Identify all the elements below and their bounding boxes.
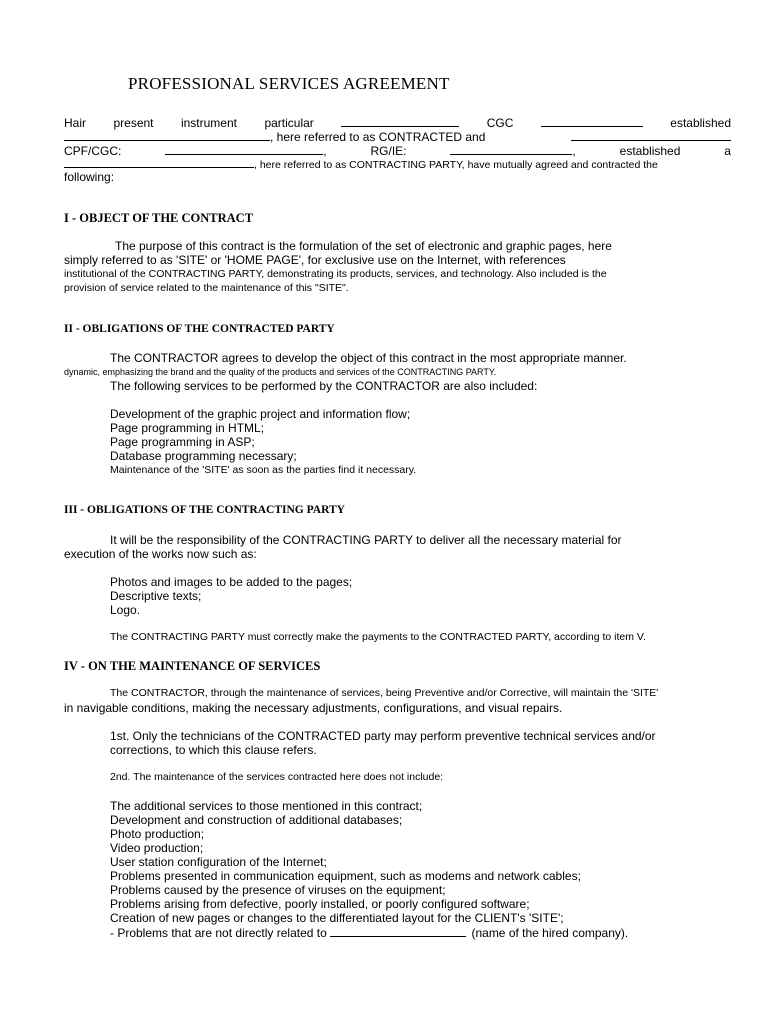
list-item: User station configuration of the Internet; bbox=[110, 855, 327, 869]
section-4-heading: IV - ON THE MAINTENANCE OF SERVICES bbox=[64, 659, 321, 673]
list-item: Descriptive texts; bbox=[110, 589, 202, 603]
blank-field[interactable] bbox=[571, 128, 731, 141]
section-4-paragraph: The CONTRACTOR, through the maintenance of services, being Preventive and/or Corrective, will maintain the 'SITE' bbox=[110, 687, 659, 699]
list-item: Problems caused by the presence of viruses on the equipment; bbox=[110, 883, 446, 897]
section-3-heading: III - OBLIGATIONS OF THE CONTRACTING PARTY bbox=[64, 504, 345, 516]
list-item: Development of the graphic project and information flow; bbox=[110, 407, 411, 421]
section-2-paragraph: dynamic, emphasizing the brand and the quality of the products and services of the CONTRACTING PARTY. bbox=[64, 367, 497, 377]
intro-line-3: CPF/CGC: , RG/IE: , established a bbox=[64, 144, 731, 158]
section-1-line: institutional of the CONTRACTING PARTY, demonstrating its products, services, and technology. Also included is the bbox=[64, 268, 607, 280]
intro-line-2: , here referred to as CONTRACTED and bbox=[64, 128, 731, 142]
blank-field[interactable] bbox=[64, 128, 270, 141]
list-item: Logo. bbox=[110, 603, 141, 617]
list-item: The additional services to those mentioned in this contract; bbox=[110, 799, 423, 813]
section-3-paragraph: execution of the works now such as: bbox=[64, 547, 257, 561]
section-1-heading: I - OBJECT OF THE CONTRACT bbox=[64, 211, 254, 225]
list-item: Photo production; bbox=[110, 827, 205, 841]
section-2-paragraph: The CONTRACTOR agrees to develop the object of this contract in the most appropriate manner. bbox=[110, 351, 627, 365]
intro-line-4: , here referred to as CONTRACTING PARTY, have mutually agreed and contracted the bbox=[64, 156, 731, 170]
list-item: Video production; bbox=[110, 841, 204, 855]
blank-field[interactable] bbox=[330, 925, 466, 937]
list-item: Page programming in HTML; bbox=[110, 421, 265, 435]
intro-line-1: Hair present instrument particular CGC established bbox=[64, 116, 731, 130]
list-item: Photos and images to be added to the pages; bbox=[110, 575, 353, 589]
list-item: Creation of new pages or changes to the differentiated layout for the CLIENT's 'SITE'; bbox=[110, 911, 564, 925]
section-4-clause: 2nd. The maintenance of the services contracted here does not include: bbox=[110, 771, 444, 783]
blank-field[interactable] bbox=[541, 114, 643, 127]
document-title: PROFESSIONAL SERVICES AGREEMENT bbox=[128, 74, 450, 93]
list-item: Maintenance of the 'SITE' as soon as the parties find it necessary. bbox=[110, 464, 417, 476]
blank-field[interactable] bbox=[450, 142, 572, 155]
section-1-line: The purpose of this contract is the formulation of the set of electronic and graphic pages, here bbox=[115, 239, 612, 253]
blank-field[interactable] bbox=[165, 142, 323, 155]
list-item: - Problems that are not directly related to (name of the hired company). bbox=[110, 926, 629, 940]
blank-field[interactable] bbox=[64, 156, 254, 168]
section-4-clause: corrections, to which this clause refers. bbox=[110, 743, 317, 757]
section-3-note: The CONTRACTING PARTY must correctly make the payments to the CONTRACTED PARTY, according to item V. bbox=[110, 631, 646, 643]
section-2-paragraph: The following services to be performed by the CONTRACTOR are also included: bbox=[110, 379, 538, 393]
section-1-line: provision of service related to the maintenance of this "SITE". bbox=[64, 282, 349, 294]
section-2-heading: II - OBLIGATIONS OF THE CONTRACTED PARTY bbox=[64, 323, 335, 335]
blank-field[interactable] bbox=[341, 114, 459, 127]
list-item: Database programming necessary; bbox=[110, 449, 297, 463]
section-4-paragraph: in navigable conditions, making the necessary adjustments, configurations, and visual repairs. bbox=[64, 701, 563, 715]
list-item: Page programming in ASP; bbox=[110, 435, 255, 449]
list-item: Problems arising from defective, poorly installed, or poorly configured software; bbox=[110, 897, 530, 911]
section-3-paragraph: It will be the responsibility of the CONTRACTING PARTY to deliver all the necessary material for bbox=[110, 533, 622, 547]
intro-line-5: following: bbox=[64, 170, 115, 184]
list-item: Problems presented in communication equipment, such as modems and network cables; bbox=[110, 869, 581, 883]
list-item: Development and construction of additional databases; bbox=[110, 813, 403, 827]
section-4-clause: 1st. Only the technicians of the CONTRACTED party may perform preventive technical services and/or bbox=[110, 729, 656, 743]
section-1-line: simply referred to as 'SITE' or 'HOME PAGE', for exclusive use on the Internet, with references bbox=[64, 253, 566, 267]
